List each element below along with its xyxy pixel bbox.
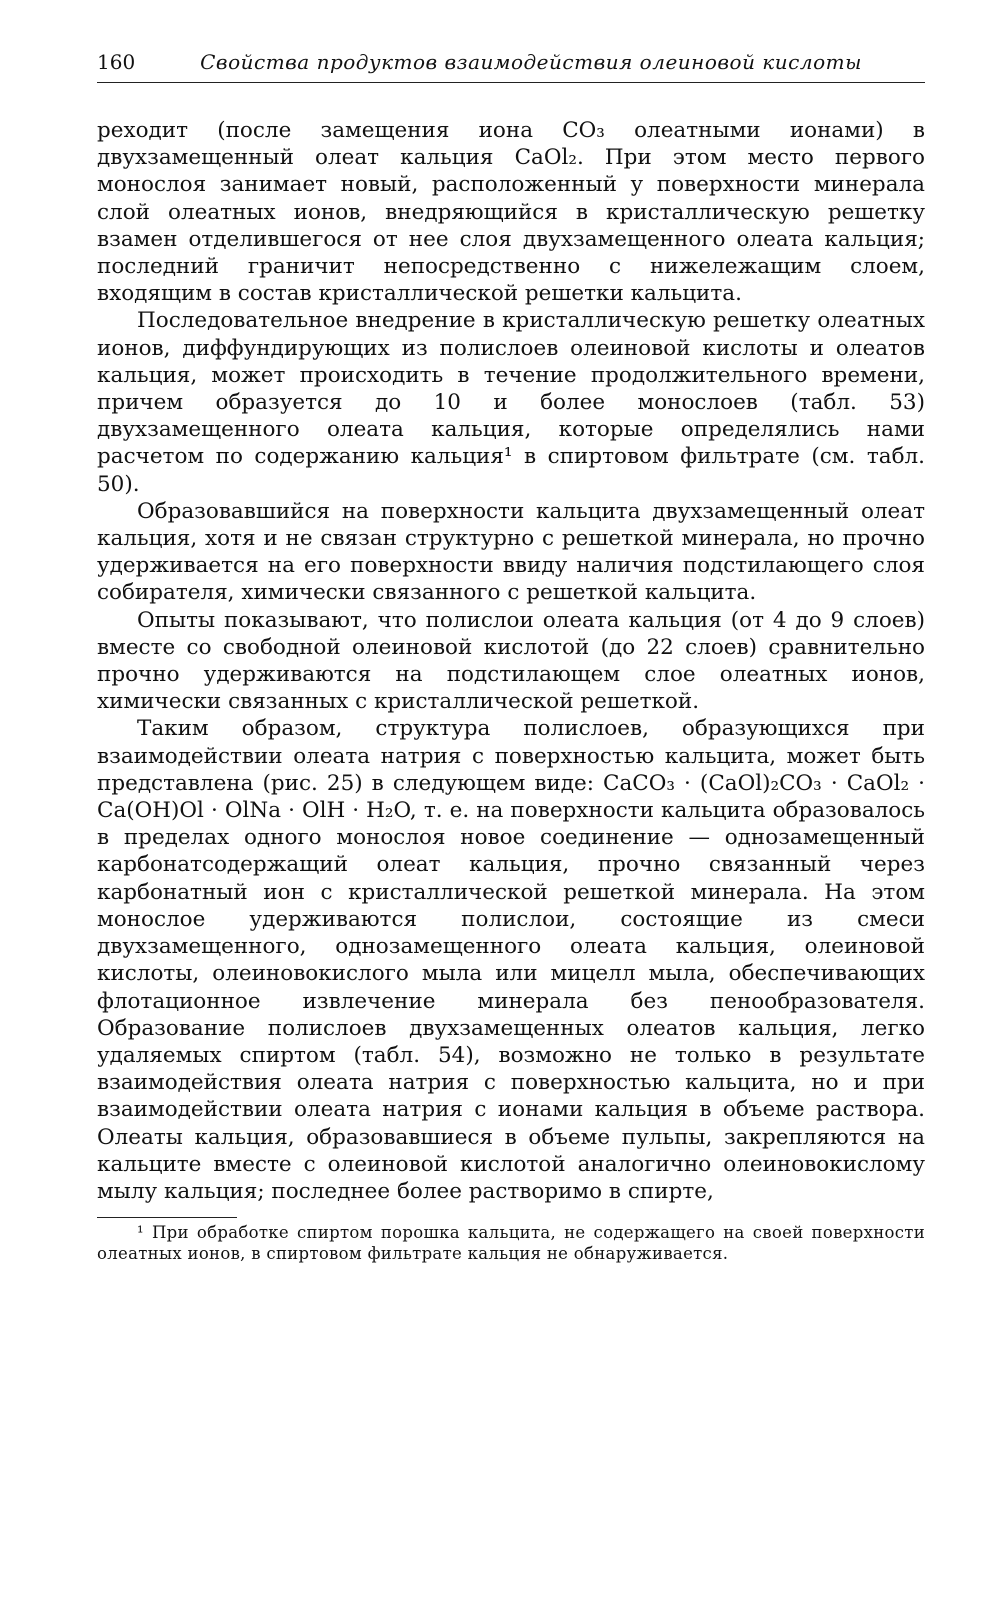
running-head <box>97 48 925 83</box>
page-number: 160 <box>97 50 136 74</box>
book-page <box>97 48 925 1264</box>
paragraph: Опыты показывают, что полислои олеата кальция (от 4 до 9 слоев) вместе со свободной олеиновой кислотой (до 22 слоев) сравнительно прочно удерживаются на подстилающем слое олеатных ионов, химически связанных с кристаллической решеткой. <box>97 607 925 715</box>
paragraph-continuation: реходит (после замещения иона CO₃ олеатными ионами) в двухзамещенный олеат кальция CaOl₂. При этом место первого монослоя занимает новый, расположенный у поверхности минерала слой олеатных ионов, внедряющийся в кристаллическую решетку взамен отделившегося от нее слоя двухзамещенного олеата кальция; последний граничит непосредственно с нижележащим слоем, входящим в состав кристаллической решетки кальцита. <box>97 118 925 307</box>
paragraph: Образовавшийся на поверхности кальцита двухзамещенный олеат кальция, хотя и не связан структурно с решеткой минерала, но прочно удерживается на его поверхности ввиду наличия подстилающего слоя собирателя, химически связанного с решеткой кальцита. <box>97 498 925 606</box>
paragraph: Последовательное внедрение в кристаллическую решетку олеатных ионов, диффундирующих из полислоев олеиновой кислоты и олеатов кальция, может происходить в течение продолжительного времени, причем образуется до 10 и более монослоев (табл. 53) двухзамещенного олеата кальция, которые определялись нами расчетом по содержанию кальция¹ в спиртовом фильтрате (см. табл. 50). <box>97 308 925 497</box>
footnote: ¹ При обработке спиртом порошка кальцита, не содержащего на своей поверхности олеатных ионов, в спиртовом фильтрате кальция не обнаруживается. <box>97 1223 925 1264</box>
running-title: Свойства продуктов взаимодействия олеиновой кислоты <box>200 50 862 74</box>
body-text <box>97 117 925 1205</box>
footnote-divider <box>97 1217 237 1218</box>
paragraph: Таким образом, структура полислоев, образующихся при взаимодействии олеата натрия с поверхностью кальцита, может быть представлена (рис. 25) в следующем виде: CaCO₃ · (CaOl)₂CO₃ · CaOl₂ · Ca(OH)Ol · OlNa · OlH · H₂O, т. е. на поверхности кальцита образовалось в пределах одного монослоя новое соединение — однозамещенный карбонатсодержащий олеат кальция, прочно связанный через карбонатный ион с кристаллической решеткой минерала. На этом монослое удерживаются полислои, состоящие из смеси двухзамещенного, однозамещенного олеата кальция, олеиновой кислоты, олеиновокислого мыла или мицелл мыла, обеспечивающих флотационное извлечение минерала без пенообразователя. Образование полислоев двухзамещенных олеатов кальция, легко удаляемых спиртом (табл. 54), возможно не только в результате взаимодействия олеата натрия с поверхностью кальцита, но и при взаимодействии олеата натрия с ионами кальция в объеме раствора. Олеаты кальция, образовавшиеся в объеме пульпы, закрепляются на кальците вместе с олеиновой кислотой аналогично олеиновокислому мылу кальция; последнее более растворимо в спирте, <box>97 716 925 1204</box>
